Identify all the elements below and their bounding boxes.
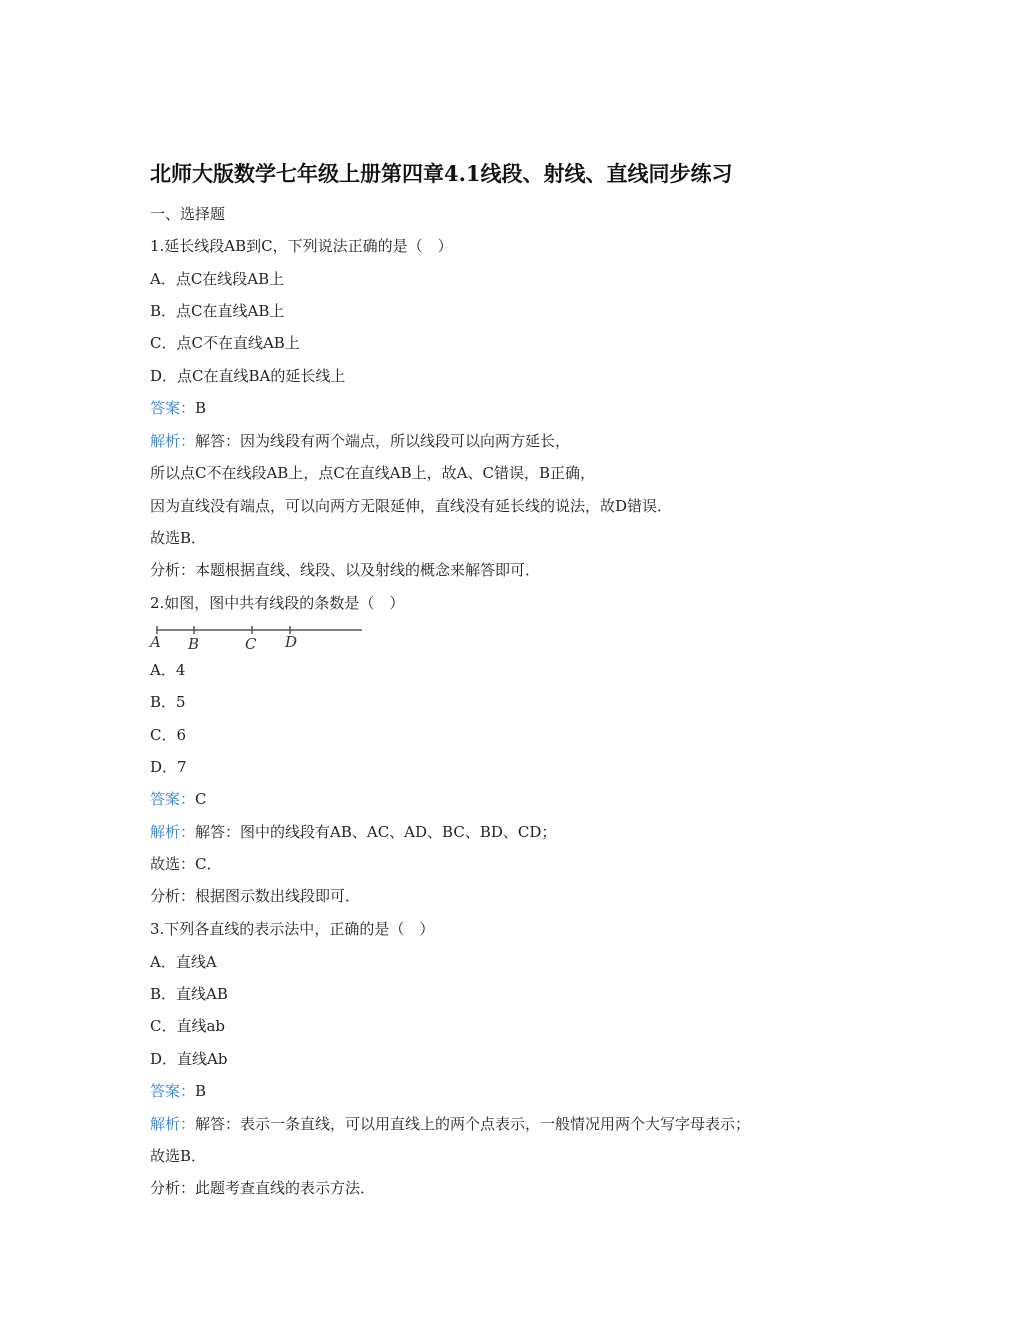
q2-option-d: D．7	[150, 758, 187, 776]
question-2-stem: 2.如图，图中共有线段的条数是（ ）	[150, 594, 405, 612]
section-heading: 一、选择题	[150, 205, 226, 223]
q3-answer	[150, 1079, 910, 1103]
q3-answer-value: B	[195, 1082, 207, 1100]
question-1-stem: 1.延长线段AB到C，下列说法正确的是（ ）	[150, 237, 453, 255]
answer-label: 答案：	[150, 790, 196, 808]
q3-analysis-line	[150, 1112, 910, 1136]
q2-analysis-line: 分析：根据图示数出线段即可．	[150, 887, 361, 905]
q2-analysis-text: 解答：图中的线段有AB、AC、AD、BC、BD、CD；	[195, 823, 557, 841]
q1-option-c: C．点C不在直线AB上	[150, 334, 300, 352]
question-3-stem: 3.下列各直线的表示法中，正确的是（ ）	[150, 920, 435, 938]
analysis-label: 解析：	[150, 432, 196, 450]
q1-answer-value: B	[195, 399, 207, 417]
q1-analysis-line	[150, 429, 910, 453]
q1-analysis-line: 故选B．	[150, 529, 207, 547]
analysis-label: 解析：	[150, 1115, 196, 1133]
q2-option-a: A．4	[150, 661, 186, 679]
q1-answer	[150, 396, 910, 420]
q2-option-c: C．6	[150, 726, 187, 744]
q2-analysis-line: 故选：C．	[150, 855, 222, 873]
q2-option-b: B．5	[150, 693, 186, 711]
point-a-label: A	[150, 633, 161, 651]
q3-analysis-line: 故选B．	[150, 1147, 207, 1165]
q1-option-b: B．点C在直线AB上	[150, 302, 285, 320]
q1-analysis-line: 因为直线没有端点，可以向两方无限延伸，直线没有延长线的说法，故D错误．	[150, 497, 673, 515]
q3-option-d: D．直线Ab	[150, 1050, 228, 1068]
answer-label: 答案：	[150, 399, 196, 417]
q2-analysis-line	[150, 820, 910, 844]
point-c-label: C	[245, 635, 257, 653]
q1-option-a: A．点C在线段AB上	[150, 270, 285, 288]
q2-answer-value: C	[195, 790, 207, 808]
q2-answer	[150, 787, 910, 811]
q1-option-d: D．点C在直线BA的延长线上	[150, 367, 346, 385]
q3-analysis-text: 解答：表示一条直线，可以用直线上的两个点表示，一般情况用两个大写字母表示；	[195, 1115, 751, 1133]
q3-option-c: C．直线ab	[150, 1017, 226, 1035]
q1-analysis-line: 分析：本题根据直线、线段、以及射线的概念来解答即可．	[150, 561, 541, 579]
point-d-label: D	[285, 633, 298, 651]
q1-analysis-line: 所以点C不在线段AB上，点C在直线AB上，故A、C错误，B正确，	[150, 464, 595, 482]
q1-analysis-text: 解答：因为线段有两个端点，所以线段可以向两方延长，	[195, 432, 571, 450]
analysis-label: 解析：	[150, 823, 196, 841]
q3-analysis-line: 分析：此题考查直线的表示方法．	[150, 1179, 376, 1197]
segment-figure	[146, 622, 366, 654]
point-b-label: B	[188, 635, 200, 653]
page-title: 北师大版数学七年级上册第四章4.1线段、射线、直线同步练习	[150, 161, 733, 186]
answer-label: 答案：	[150, 1082, 196, 1100]
q3-option-b: B．直线AB	[150, 985, 228, 1003]
q3-option-a: A．直线A	[150, 953, 217, 971]
